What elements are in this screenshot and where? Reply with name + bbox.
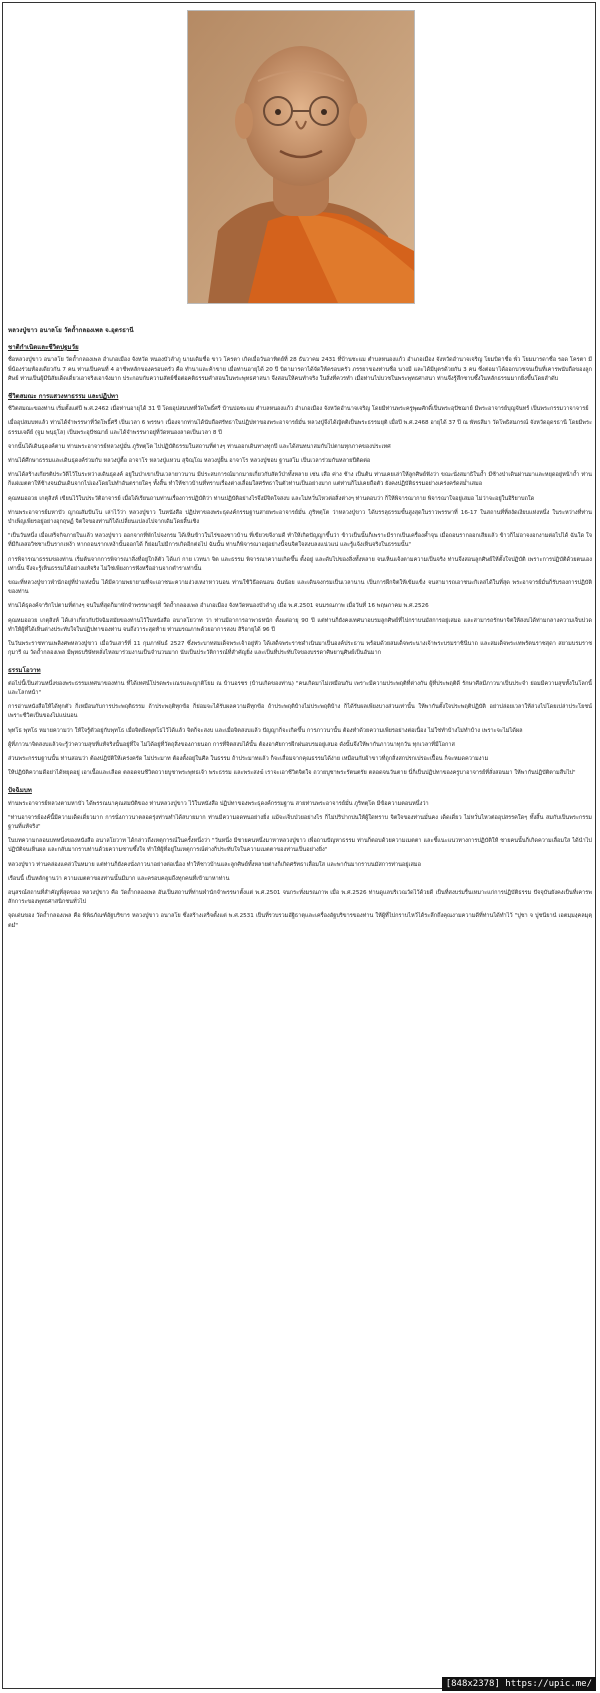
section-paragraph: จากนั้นได้เดินธุดงค์ตาม ท่านพระอาจารย์หลวงปู่มั่น ภูริทตฺโต ไปปฏิบัติธรรมในสถานที่ต่างๆ ท่านออกเดินทางทุกปี และได้สนทนาสมกับไปตามทุกภาคของประเทศ xyxy=(8,443,391,450)
article-section xyxy=(8,666,592,778)
section-paragraph: จุดเด่นของ วัดถ้ำกลองเพล คือ พิพิธภัณฑ์อัฐบริขาร หลวงปู่ขาว อนาลโย ซึ่งสร้างเสร็จตั้งแต่ พ.ศ.2531 เป็นที่รวบรวมอัฐิธาตุและเครื่องอัฐบริขารของท่าน ให้ผู้ที่ไปกราบไหว้ได้ระลึกถึงคุณงามความดีที่ท่านได้ทำไว้ "ปูชา จ ปูชนียานํ เอตมฺมงฺคลมุตฺตมํ" xyxy=(8,913,592,929)
monk-portrait-image xyxy=(188,11,414,303)
section-paragraph: ท่านพระอาจารย์หลวงตามหาบัว ได้พรรณนาคุณสมบัติของ ท่านหลวงปู่ขาว ไว้ในหนังสือ ปฏิปทาของพระธุดงค์กรรมฐาน สายท่านพระอาจารย์มั่น ภูริทตฺโต มีข้อความตอนหนึ่งว่า xyxy=(8,800,429,807)
section-paragraph: "เป็นวันหนึ่ง เมื่อเสร็จกิจภายในแล้ว หลวงปู่ขาว ออกจากที่พักไปจงกรม ได้เห็นข้าวในไร่ของชาวบ้าน ที่เขียวขจีงามดี ทำให้เกิดปัญญาขึ้นว่า ข้าวเป็นนั้นก็เพราะมีรากเป็นเครื่องค้ำจุน เมื่อถอนรากออกเสียแล้ว ข้าวก็ไม่อาจงอกงามต่อไปได้ ฉันใด ใจที่มีกิเลสอวิชชาเป็นรากเหง้า หากถอนรากเหง้านั้นออกได้ ก็ย่อมไม่มีการเกิดอีกต่อไป ฉันนั้น ท่านก็พิจารณาอยู่อย่างนี้จนจิตใจสงบลงแน่วแน่ และรู้แจ้งเห็นจริงในธรรมนั้น" xyxy=(8,533,592,549)
section-paragraph: ชื่อหลวงปู่ขาว อนาลโย วัดถ้ำกลองเพล อำเภอเมือง จังหวัด หนองบัวลำภู นามเดิมชื่อ ขาว โครตา เกิดเมื่อวันอาทิตย์ที่ 28 ธันวาคม 2431 ที่บ้านชะแม ตำบลหนองแก้ว อำเภอเมือง จังหวัดอำนาจเจริญ โยมบิดาชื่อ พั่ว โยมมารดาชื่อ รอด โครตา มีพี่น้องร่วมท้องเดียวกัน 7 คน ท่านเป็นคนที่ 4 อาชีพหลักของครอบครัว คือ ทำนาและค้าขาย เมื่อท่านอายุได้ 20 ปี บิดามารดาได้จัดให้ครอบครัว ภรรยาของท่านชื่อ นางมี และได้มีบุตรด้วยกัน 3 คน ซึ่งต่อมาได้ออกบวชจนเป็นที่เคารพนับถือของลูกศิษย์ ท่านเป็นผู้มีนิสัยเด็ดเดี่ยวเอาจริงเอาจังมาก ประกอบกับความสัตย์ซื่อต่อคติธรรมคำสอนในพระพุทธศาสนา จึงสอนให้คนทำจริง ในสิ่งที่ควรทำ เมื่อท่านไปบวชในพระพุทธศาสนา ท่านจึงรู้สึกซาบซึ้งในหลักธรรมมากยิ่งขึ้นโดยลำดับ xyxy=(8,357,592,382)
section-heading: ชาติกำเนิดและชีวิตปฐมวัย xyxy=(8,344,79,352)
section-paragraph: ให้ปฏิบัติความดีอย่าได้หยุดอยู่ เอาเนื้อและเลือด ตลอดจนชีวิตถวายบูชาพระพุทธเจ้า พระธรรม และพระสงฆ์ เราจะเอาชีวิตจิตใจ ถวายบูชาพระรัตนตรัย ตลอดจนวันตาย นี่ก็เป็นปฏิปทาของครูบาอาจารย์ที่สั่งสอนมา ให้พากันปฏิบัติตามสืบไป" xyxy=(8,770,576,777)
section-paragraph: ชีวิตสมณะของท่าน เริ่มตั้งแต่ปี พ.ศ.2462 เมื่อท่านอายุได้ 31 ปี โดยอุปสมบทที่วัดโพธิ์ศรี บ้านบ่อชะแม ตำบลหนองแก้ว อำเภอเมือง จังหวัดอำนาจเจริญ โดยมีท่านพระครูพุฒศักดิ์เป็นพระอุปัชฌาย์ มีพระอาจารย์บุญจันทร์ เป็นพระกรรมวาจาจารย์ xyxy=(8,406,589,413)
section-paragraph: การพิจารณาธรรมของท่าน เริ่มต้นจากการพิจารณาสิ่งที่อยู่ใกล้ตัว ได้แก่ กาย เวทนา จิต และธรรม พิจารณาความเกิดขึ้น ตั้งอยู่ และดับไปของสิ่งทั้งหลาย จนเห็นแจ้งตามความเป็นจริง ท่านจึงสอนลูกศิษย์ให้ตั้งใจปฏิบัติ เพราะการปฏิบัติด้วยตนเองเท่านั้น จึงจะรู้เห็นธรรมได้อย่างแท้จริง ไม่ใช่เพียงการฟังหรืออ่านจากตำราเท่านั้น xyxy=(8,556,592,572)
section-heading: ปัจฉิมบท xyxy=(8,787,32,795)
section-paragraph: ท่านได้ธุดงค์จาริกไปตามที่ต่างๆ จนในที่สุดก็มาพักจำพรรษาอยู่ที่ วัดถ้ำกลองเพล อำเภอเมือง จังหวัดหนองบัวลำภู เมื่อ พ.ศ.2501 จนมรณภาพ เมื่อวันที่ 16 พฤษภาคม พ.ศ.2526 xyxy=(8,603,429,610)
section-paragraph: ในบทความกลอนบทหนึ่งของหนังสือ อนาลโยวาท ได้กล่าวถึงเหตุการณ์ในครั้งหนึ่งว่า "วันหนึ่ง มีชายคนหนึ่งมาหาหลวงปู่ขาว เพื่อถามปัญหาธรรม ท่านก็ตอบด้วยความเมตตา และชี้แนะแนวทางการปฏิบัติให้ ชายคนนั้นก็เกิดความเลื่อมใส ได้นำไปปฏิบัติจนเห็นผล และกลับมากราบท่านด้วยความซาบซึ้งใจ ทำให้ผู้ที่อยู่ในเหตุการณ์ต่างก็ประทับใจในความเมตตาของท่านเป็นอย่างยิ่ง" xyxy=(8,838,592,854)
article xyxy=(8,326,592,936)
watermark: [848x2378] https://upic.me/ xyxy=(442,1677,596,1691)
section-paragraph: คุณหมออวย เกตุสิงห์ ได้เล่าเกี่ยวกับปัจฉิมสมัยของท่านไว้ในหนังสือ อนาลโยวาท ว่า ท่านมีอาการอาพาธหนัก ตั้งแต่อายุ 90 ปี แต่ท่านก็ยังคงเทศนาอบรมลูกศิษย์ที่ไปกราบนมัสการอยู่เสมอ และสามารถรักษาจิตให้สงบได้ท่ามกลางความเจ็บปวด ทำให้ผู้ที่ได้เห็นต่างประทับใจในปฏิปทาของท่าน จนถึงวาระสุดท้าย ท่านมรณภาพด้วยอาการสงบ สิริอายุได้ 96 ปี xyxy=(8,617,592,633)
section-paragraph: เรือนนี้ เป็นหลักฐานว่า ความเมตตาของท่านนั้นมีมาก และครอบคลุมถึงทุกคนที่เข้ามาหาท่าน xyxy=(8,875,230,882)
section-paragraph: ส่วนพระกรรมฐานนั้น ท่านสอนว่า ต้องปฏิบัติให้เคร่งครัด ไม่ประมาท ต้องตั้งอยู่ในศีล ในธรรม ถ้าประมาทแล้ว ก็จะเสื่อมจากคุณธรรมได้ง่าย เหมือนกับผ้าขาวที่ถูกสิ่งสกปรกเปรอะเปื้อน ก็จะหมดความงาม xyxy=(8,755,489,762)
article-title: หลวงปู่ขาว อนาลโย วัดถ้ำกลองเพล จ.อุดรธานี xyxy=(8,327,134,334)
section-paragraph: เมื่ออุปสมบทแล้ว ท่านได้จำพรรษาที่วัดโพธิ์ศรี เป็นเวลา 6 พรรษา เนื่องจากท่านได้นับถือศรัทธาในปฏิปทาของพระอาจารย์มั่น หลวงปู่จึงได้ญัตติเป็นพระธรรมยุติ เมื่อปี พ.ศ.2468 อายุได้ 37 ปี ณ พัทธสีมา วัดโพธิสมภรณ์ จังหวัดอุดรธานี โดยมีพระธรรมเจดีย์ (จูม พนฺธุโล) เป็นพระอุปัชฌาย์ และได้จำพรรษาอยู่ที่วัดหนองลาดเป็นเวลา 8 ปี xyxy=(8,420,592,436)
section-paragraph: ท่านได้ศึกษาธรรมและเดินธุดงค์ร่วมกับ หลวงปู่ตื้อ อาจาโร หลวงปู่แหวน สุจิณฺโณ หลวงปู่ฝั้น อาจาโร หลวงปู่ชอบ ฐานสโม เป็นเวลาร่วมกันหลายปีติดต่อ xyxy=(8,458,371,465)
section-paragraph: "ท่านอาจารย์องค์นี้มีความเด็ดเดี่ยวมาก การนั่งภาวนาตลอดรุ่งท่านทำได้สบายมาก ท่านมีความอดทนอย่างยิ่ง แม้จะเจ็บป่วยอย่างไร ก็ไม่ปริปากบ่นให้ผู้ใดทราบ จิตใจของท่านมั่นคง เด็ดเดี่ยว ไม่หวั่นไหวต่ออุปสรรคใดๆ ทั้งสิ้น สมกับเป็นพระกรรมฐานที่แท้จริง" xyxy=(8,814,592,830)
section-paragraph: หลวงปู่ขาว ท่านคล่องแคล่วในหมาย แต่ท่านก็ยังคงนั่งภาวนาอย่างต่อเนื่อง ทำให้ชาวบ้านและลูกศิษย์ทั้งหลายต่างก็เกิดศรัทธาเลื่อมใส และพากันมากราบนมัสการท่านอยู่เสมอ xyxy=(8,861,421,868)
section-paragraph: อนุสรณ์สถานที่สำคัญที่สุดของ หลวงปู่ขาว คือ วัดถ้ำกลองเพล อันเป็นสถานที่ท่านพำนักจำพรรษาตั้งแต่ พ.ศ.2501 จนกระทั่งมรณภาพ เมื่อ พ.ศ.2526 ท่านดูแลบริเวณวัดไว้ด้วยดี เป็นที่สงบร่มรื่นเหมาะแก่การปฏิบัติธรรม ปัจจุบันยังคงเป็นที่เคารพสักการะของพุทธศาสนิกชนทั่วไป xyxy=(8,889,592,906)
section-paragraph: ขณะที่หลวงปู่ขาวพำนักอยู่ที่ป่าแห่งนั้น ได้มีความพยายามที่จะเอาชนะความง่วงเหงาหาวนอน ท่านใช้วิธีอดนอน ฉันน้อย และเดินจงกรมเป็นเวลานาน เป็นการฝึกจิตให้เข้มแข็ง จนสามารถเอาชนะกิเลสได้ในที่สุด พระอาจารย์มั่นก็รับรองการปฏิบัติของท่าน xyxy=(8,580,592,596)
section-paragraph: พุทโธ พุทโธ หมายความว่า ให้ใจรู้ตัวอยู่กับพุทโธ เมื่อจิตยึดพุทโธไว้ได้แล้ว จิตก็จะสงบ และเมื่อจิตสงบแล้ว ปัญญาก็จะเกิดขึ้น การภาวนานั้น ต้องทำด้วยความเพียรอย่างต่อเนื่อง ไม่ใช่ทำบ้างไม่ทำบ้าง เพราะจะไม่ได้ผล xyxy=(8,727,523,734)
section-heading: ธรรมโอวาท xyxy=(8,667,41,675)
section-heading: ชีวิตสมณะ การแสวงหาธรรม และปฏิปทา xyxy=(8,393,119,401)
article-section xyxy=(8,392,592,658)
section-paragraph: ในวันพระราชทานเพลิงศพหลวงปู่ขาว เมื่อวันเสาร์ที่ 11 กุมภาพันธ์ 2527 ซึ่งพระบาทสมเด็จพระเจ้าอยู่หัว ได้เสด็จพระราชดำเนินมาเป็นองค์ประธาน พร้อมด้วยสมเด็จพระนางเจ้าพระบรมราชินีนาถ และสมเด็จพระเทพรัตนราชสุดา สยามบรมราชกุมารี ณ วัดถ้ำกลองเพล มีพุทธบริษัทหลั่งไหลมาร่วมงานเป็นจำนวนมาก นับเป็นประวัติการณ์ที่สำคัญยิ่ง และเป็นที่ประทับใจของบรรดาศิษยานุศิษย์เป็นอันมาก xyxy=(8,641,592,657)
section-paragraph: คุณหมออวย เกตุสิงห์ เขียนไว้ในประวัติอาจารย์ เมื่อได้เรียนถามท่านเรื่องการปฏิบัติว่า ท่านปฏิบัติอย่างไรจึงมีจิตใจสงบ และไม่หวั่นไหวต่อสิ่งต่างๆ ท่านตอบว่า ก็ให้พิจารณากาย พิจารณาใจอยู่เสมอ ไม่ว่าจะอยู่ในอิริยาบถใด xyxy=(8,495,535,502)
section-paragraph: การอ่านหนังสือให้ได้ทุกตัว ก็เหมือนกับการประพฤติธรรม ถ้าประพฤติทุกข้อ ก็ย่อมจะได้รับผลความดีทุกข้อ ถ้าประพฤติบ้างไม่ประพฤติบ้าง ก็ได้รับผลเพียงบางส่วนเท่านั้น ให้พากันตั้งใจประพฤติปฏิบัติ อย่าปล่อยเวลาให้ล่วงไปโดยเปล่าประโยชน์ เพราะชีวิตเป็นของไม่แน่นอน xyxy=(8,704,592,720)
article-sections xyxy=(8,343,592,931)
article-section xyxy=(8,343,592,384)
section-paragraph: ต่อไปนี้เป็นส่วนหนึ่งของพระธรรมเทศนาของท่าน ที่ได้เทศน์โปรดพระเณรและญาติโยม ณ บ้านอรชร (บ้านเกิดของท่าน) "คนเกิดมาไม่เหมือนกัน เพราะมีความประพฤติที่ต่างกัน ผู้ที่ประพฤติดี รักษาศีลมีภาวนาเป็นประจำ ย่อมมีความสุขทั้งในโลกนี้และโลกหน้า" xyxy=(8,680,592,696)
article-section xyxy=(8,786,592,930)
section-paragraph: ท่านได้สร้างเกียรติประวัติไว้ในระหว่างเดินธุดงค์ อยู่ในป่าเขาเป็นเวลายาวนาน มีประสบการณ์มากมายเกี่ยวกับสัตว์ป่าทั้งหลาย เช่น เสือ ค่าง ช้าง เป็นต้น ท่านเคยเล่าให้ลูกศิษย์ฟังว่า ขณะนั่งสมาธิในถ้ำ มีช้างป่าเดินผ่านมาและหยุดอยู่หน้าถ้ำ ท่านก็แผ่เมตตาให้ช้างจนมันเดินจากไปเองโดยไม่ทำอันตรายใดๆ ทั้งสิ้น ทำให้ชาวบ้านที่ทราบเรื่องต่างเลื่อมใสศรัทธาในตัวท่านเป็นอย่างมาก แต่ท่านก็ไม่เคยถือตัว ยังคงปฏิบัติธรรมอย่างเคร่งครัดสม่ำเสมอ xyxy=(8,472,592,488)
section-paragraph: ผู้ที่ภาวนาจิตสงบแล้วจะรู้ว่าความสุขที่แท้จริงนั้นอยู่ที่ใจ ไม่ได้อยู่ที่วัตถุสิ่งของภายนอก การที่จิตสงบได้นั้น ต้องอาศัยการฝึกฝนอบรมอยู่เสมอ ดังนั้นจึงให้พากันภาวนาทุกวัน ทุกเวลาที่มีโอกาส xyxy=(8,741,455,748)
monk-portrait xyxy=(187,10,415,304)
section-paragraph: ท่านพระอาจารย์มหาบัว ญาณสัมปันโน เล่าไว้ว่า หลวงปู่ขาว ในหนังสือ ปฏิปทาของพระธุดงค์กรรมฐานสายพระอาจารย์มั่น ภูริทตฺโต ว่าหลวงปู่ขาว ได้บรรลุธรรมขั้นสูงสุดในราวพรรษาที่ 16-17 ในสถานที่ที่สงัดเงียบแห่งหนึ่ง ในระหว่างที่ท่านบำเพ็ญเพียรอยู่อย่างอุกฤษฏ์ จิตใจของท่านก็ได้เปลี่ยนแปลงไปจากเดิมโดยสิ้นเชิง xyxy=(8,509,592,526)
